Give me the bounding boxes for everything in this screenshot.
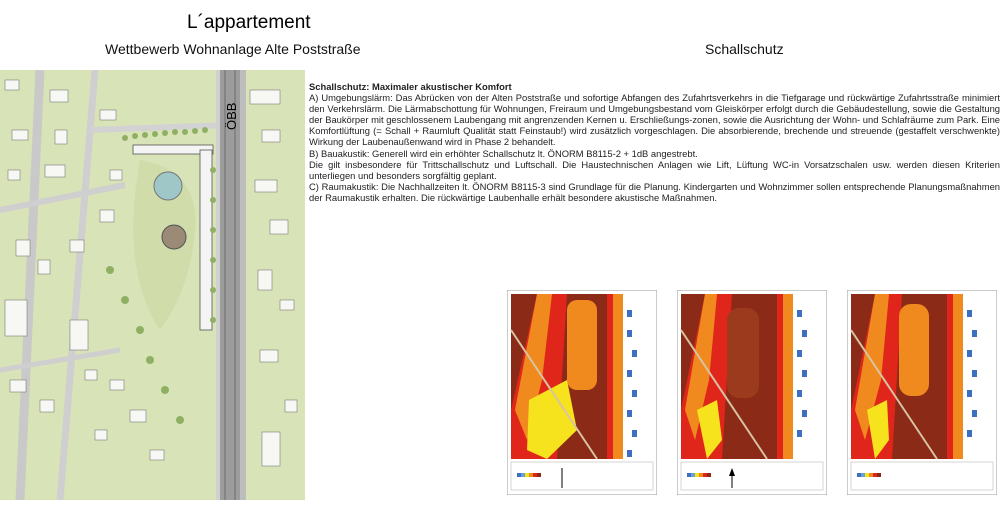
project-subtitle: Wettbewerb Wohnanlage Alte Poststraße	[105, 41, 361, 57]
paragraph-building-acoustics: B) Bauakustik: Generell wird ein erhöhter Schallschutz lt. ÖNORM B8115-2 + 1dB angestrebt.	[309, 147, 698, 159]
rail-label: ÖBB	[224, 102, 239, 130]
page-title: L´appartement	[187, 12, 311, 33]
paragraph-impact-sound: Die gilt insbesondere für Trittschallschutz und Luftschall. Die Haustechnischen Anlagen wie Lift, Lüftung WC-in Vorsatzschalen usw. werden diesen Kriterien unterliegen und besonders sorgfältig geplant.	[309, 158, 1000, 181]
section-title: Schallschutz	[705, 41, 784, 57]
paragraph-ambient-noise: A) Umgebungslärm: Das Abrücken von der Alten Poststraße und sofortige Abfangen des Zufahrtsverkehrs in die Tiefgarage und rückwärtige Zufahrtsstraße minimiert den Verkehrslärm. Die Lärmabschottung für Wohnungen, Freiraum und Umgebungsbestand vom Gleiskörper erfolgt durch die Gebäudestellung, sowie die Gestaltung der Baukörper mit geschlossenem Laubengang mit angrenzenden Kernen u. Erschließungs-zonen, sowie die Ausrichtung der Wohn- und Schlafräume zum Park. Eine Komfortlüftung (= Schall + Raumluft Qualität statt Feinstaub!) wird zusätzlich vorgeschlagen. Die absorbierende, brechende und streuende (gestaffelt verschwenkte) Wirkung der Laubenaußenwand wird in Phase 2 behandelt.	[309, 92, 1000, 148]
paragraph-room-acoustics: C) Raumakustik: Die Nachhallzeiten lt. ÖNORM B8115-3 sind Grundlage für die Planung. Kindergarten und Wohnzimmer sollen entsprechende Planungsmaßnahmen der Raumakustik erhalten. Die rückwärtige Laubenhalle erhält besondere akustische Maßnahmen.	[309, 180, 1000, 203]
description-text	[309, 81, 1000, 203]
text-heading: Schallschutz: Maximaler akustischer Komfort	[309, 81, 512, 92]
noise-map-2	[677, 290, 827, 495]
noise-map-1	[507, 290, 657, 495]
site-plan	[0, 70, 305, 500]
noise-map-3	[847, 290, 997, 495]
